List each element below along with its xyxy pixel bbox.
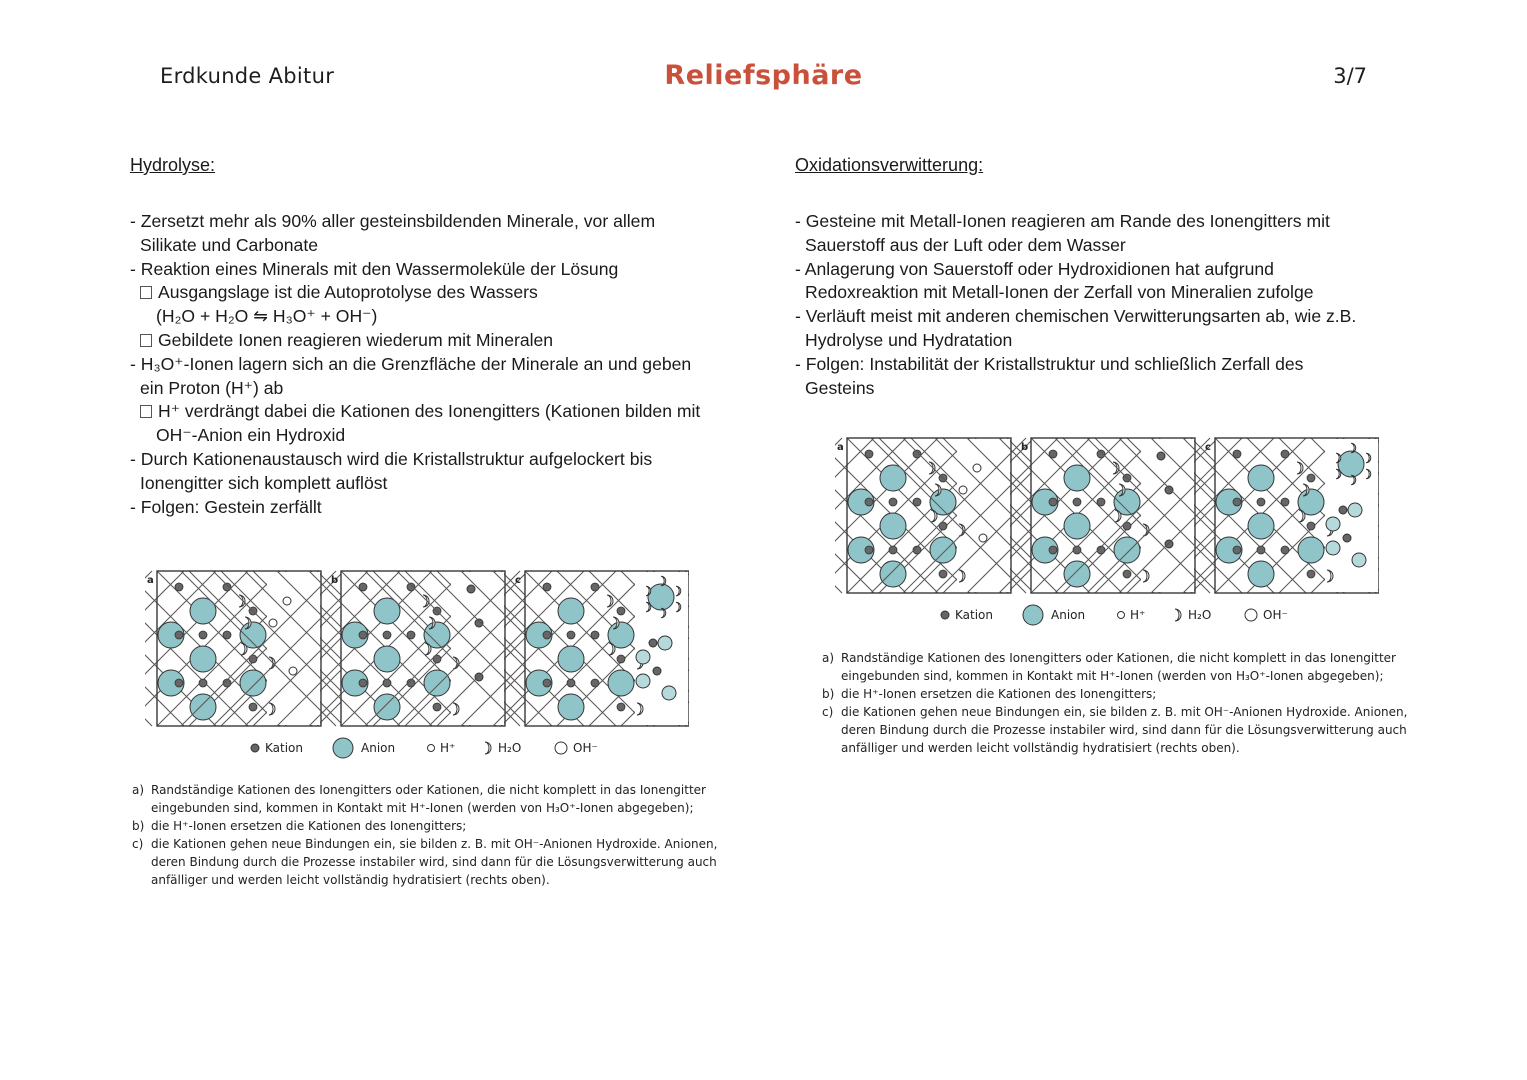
hydrolyse-line: (H₂O + H₂O ⇋ H₃O⁺ + OH⁻) bbox=[156, 306, 378, 327]
kation-ion bbox=[913, 450, 921, 458]
hydrolyse-line: - Zersetzt mehr als 90% aller gesteinsbildenden Minerale, vor allem bbox=[130, 211, 656, 231]
kation-ion bbox=[475, 619, 483, 627]
kation-ion bbox=[199, 631, 207, 639]
kation-ion bbox=[359, 631, 367, 639]
kation-ion bbox=[249, 703, 257, 711]
anion-ion bbox=[240, 670, 266, 696]
lattice-diagram bbox=[835, 432, 1379, 635]
h-ion bbox=[959, 486, 967, 494]
anion-ion bbox=[1248, 465, 1274, 491]
kation-ion bbox=[617, 655, 625, 663]
kation-ion bbox=[889, 498, 897, 506]
kation-ion bbox=[175, 631, 183, 639]
caption-item-c: c) die Kationen gehen neue Bindungen ein, sie bilden z. B. mit OH⁻-Anionen Hydroxide. Anionen, bbox=[822, 705, 1408, 719]
oxidation-title: Oxidationsverwitterung: bbox=[795, 155, 984, 175]
kation-legend-icon bbox=[941, 611, 949, 619]
water-molecule bbox=[1175, 609, 1181, 621]
kation-ion bbox=[1343, 534, 1351, 542]
kation-ion bbox=[1307, 522, 1315, 530]
legend-anion: Anion bbox=[361, 741, 396, 755]
kation-ion bbox=[1339, 506, 1347, 514]
anion-ion bbox=[1064, 513, 1090, 539]
kation-ion bbox=[939, 570, 947, 578]
oxidation-line: - Anlagerung von Sauerstoff oder Hydroxidionen hat aufgrund bbox=[795, 258, 1274, 279]
hydrolyse-line: - H₃O⁺-Ionen lagern sich an die Grenzfläche der Minerale an und geben bbox=[130, 353, 692, 374]
kation-ion bbox=[1165, 486, 1173, 494]
panel-label: a bbox=[837, 442, 844, 453]
anion-ion bbox=[1064, 561, 1090, 587]
oh-ion bbox=[1348, 503, 1362, 517]
kation-ion bbox=[359, 679, 367, 687]
hydrolyse-title: Hydrolyse: bbox=[130, 155, 216, 175]
oxidation-line: - Folgen: Instabilität der Kristallstruktur und schließlich Zerfall des bbox=[795, 353, 1304, 374]
h-ion bbox=[979, 534, 987, 542]
hydrolysis-figure-copy bbox=[835, 432, 1379, 635]
oh-ion bbox=[1326, 541, 1340, 555]
h-ion bbox=[283, 597, 291, 605]
checkbox-icon bbox=[140, 405, 152, 418]
anion-ion bbox=[1114, 537, 1140, 563]
kation-ion bbox=[1233, 450, 1241, 458]
kation-ion bbox=[913, 498, 921, 506]
legend-h2o: H₂O bbox=[1188, 608, 1212, 622]
anion-ion bbox=[424, 670, 450, 696]
kation-ion bbox=[1097, 498, 1105, 506]
hydrolysis-figure bbox=[145, 565, 689, 768]
h-ion bbox=[269, 619, 277, 627]
kation-ion bbox=[1281, 450, 1289, 458]
kation-ion bbox=[617, 703, 625, 711]
oh-ion bbox=[636, 650, 650, 664]
kation-ion bbox=[1049, 546, 1057, 554]
oh-ion bbox=[662, 686, 676, 700]
hydrolyse-line: H⁺ verdrängt dabei die Kationen des Ionengitters (Kationen bilden mit bbox=[130, 400, 700, 424]
anion-ion bbox=[558, 694, 584, 720]
kation-ion bbox=[1073, 498, 1081, 506]
anion-ion bbox=[558, 598, 584, 624]
kation-ion bbox=[617, 607, 625, 615]
kation-ion bbox=[199, 679, 207, 687]
caption-item-c: c) die Kationen gehen neue Bindungen ein, sie bilden z. B. mit OH⁻-Anionen Hydroxide. Anionen, bbox=[132, 837, 718, 851]
kation-ion bbox=[567, 631, 575, 639]
anion-ion bbox=[558, 646, 584, 672]
caption-item-c-cont: deren Bindung durch die Prozesse instabiler wird, sind dann für die Lösungsverwitterung auch bbox=[151, 855, 717, 869]
oh-legend-icon bbox=[555, 742, 567, 754]
h-ion bbox=[289, 667, 297, 675]
kation-ion bbox=[223, 631, 231, 639]
hydrolyse-line: Ausgangslage ist die Autoprotolyse des Wassers bbox=[130, 281, 700, 305]
oxidation-section bbox=[795, 155, 1356, 400]
oxidation-line: Gesteins bbox=[805, 377, 875, 398]
oh-ion bbox=[1352, 553, 1366, 567]
figure-caption-right bbox=[822, 649, 1407, 757]
legend-anion: Anion bbox=[1051, 608, 1086, 622]
caption-item-c-cont: anfälliger und werden leicht vollständig hydratisiert (rechts oben). bbox=[151, 873, 550, 887]
anion-ion bbox=[1248, 561, 1274, 587]
hydrolyse-line: Gebildete Ionen reagieren wiederum mit Mineralen bbox=[130, 329, 700, 353]
page-title: Reliefsphäre bbox=[664, 60, 863, 91]
kation-ion bbox=[175, 679, 183, 687]
kation-ion bbox=[1307, 570, 1315, 578]
kation-ion bbox=[1157, 452, 1165, 460]
anion-ion bbox=[1248, 513, 1274, 539]
legend-oh: OH⁻ bbox=[1263, 608, 1288, 622]
anion-ion bbox=[608, 670, 634, 696]
kation-ion bbox=[223, 583, 231, 591]
legend-h: H⁺ bbox=[1130, 608, 1146, 622]
kation-ion bbox=[383, 679, 391, 687]
page-number: 3/7 bbox=[1333, 64, 1367, 88]
kation-ion bbox=[1049, 498, 1057, 506]
h-legend-icon bbox=[428, 745, 435, 752]
kation-ion bbox=[1257, 498, 1265, 506]
checkbox-icon bbox=[140, 334, 152, 347]
oh-legend-icon bbox=[1245, 609, 1257, 621]
hydrolyse-line: - Durch Kationenaustausch wird die Kristallstruktur aufgelockert bis bbox=[130, 448, 653, 469]
anion-ion bbox=[190, 646, 216, 672]
anion-ion bbox=[880, 513, 906, 539]
kation-ion bbox=[1281, 546, 1289, 554]
kation-ion bbox=[591, 583, 599, 591]
kation-ion bbox=[543, 583, 551, 591]
hydrated-anion bbox=[648, 584, 674, 610]
h-legend-icon bbox=[1118, 612, 1125, 619]
caption-item-a: a) Randständige Kationen des Ionengitters oder Kationen, die nicht komplett in das Ionengitter bbox=[822, 651, 1396, 665]
kation-legend-icon bbox=[251, 744, 259, 752]
hydrolyse-line: - Folgen: Gestein zerfällt bbox=[130, 496, 322, 517]
kation-ion bbox=[889, 546, 897, 554]
legend-oh: OH⁻ bbox=[573, 741, 598, 755]
kation-ion bbox=[1049, 450, 1057, 458]
kation-ion bbox=[591, 679, 599, 687]
oxidation-line: Sauerstoff aus der Luft oder dem Wasser bbox=[805, 234, 1126, 255]
hydrolyse-line: Silikate und Carbonate bbox=[140, 234, 319, 255]
legend bbox=[941, 605, 1288, 625]
kation-ion bbox=[543, 631, 551, 639]
water-molecule bbox=[485, 742, 491, 754]
caption-item-b: b) die H⁺-Ionen ersetzen die Kationen des Ionengitters; bbox=[822, 687, 1157, 701]
kation-ion bbox=[1281, 498, 1289, 506]
kation-ion bbox=[1123, 570, 1131, 578]
kation-ion bbox=[175, 583, 183, 591]
oxidation-line: - Verläuft meist mit anderen chemischen Verwitterungsarten ab, wie z.B. bbox=[795, 306, 1357, 327]
legend-h: H⁺ bbox=[440, 741, 456, 755]
caption-item-a: a) Randständige Kationen des Ionengitters oder Kationen, die nicht komplett in das Ionengitter bbox=[132, 783, 706, 797]
anion-legend-icon bbox=[1023, 605, 1043, 625]
kation-ion bbox=[1073, 546, 1081, 554]
anion-ion bbox=[930, 537, 956, 563]
header-subject: Erdkunde Abitur bbox=[160, 64, 335, 88]
kation-ion bbox=[653, 667, 661, 675]
caption-item-a-cont: eingebunden sind, kommen in Kontakt mit H⁺-Ionen (werden von H₃O⁺-Ionen abgegeben); bbox=[151, 801, 694, 815]
caption-item-c-cont: deren Bindung durch die Prozesse instabiler wird, sind dann für die Lösungsverwitterung auch bbox=[841, 723, 1407, 737]
kation-ion bbox=[865, 546, 873, 554]
panel-label: c bbox=[515, 575, 521, 586]
panel-label: a bbox=[147, 575, 154, 586]
kation-ion bbox=[1233, 546, 1241, 554]
panel-label: b bbox=[331, 575, 339, 586]
kation-ion bbox=[467, 585, 475, 593]
hydrolyse-line: ein Proton (H⁺) ab bbox=[140, 377, 284, 398]
oh-ion bbox=[636, 674, 650, 688]
checkbox-icon bbox=[140, 286, 152, 299]
kation-ion bbox=[591, 631, 599, 639]
hydrolyse-line: OH⁻-Anion ein Hydroxid bbox=[156, 425, 346, 446]
kation-ion bbox=[567, 679, 575, 687]
kation-ion bbox=[543, 679, 551, 687]
anion-ion bbox=[374, 646, 400, 672]
anion-ion bbox=[1298, 537, 1324, 563]
anion-ion bbox=[880, 561, 906, 587]
hydrolyse-section bbox=[130, 155, 700, 519]
oxidation-line: Redoxreaktion mit Metall-Ionen der Zerfall von Mineralien zufolge bbox=[805, 282, 1314, 303]
kation-ion bbox=[359, 583, 367, 591]
kation-ion bbox=[1307, 474, 1315, 482]
anion-legend-icon bbox=[333, 738, 353, 758]
kation-ion bbox=[865, 498, 873, 506]
kation-ion bbox=[407, 583, 415, 591]
anion-ion bbox=[374, 694, 400, 720]
oh-ion bbox=[1326, 517, 1340, 531]
hydrated-anion bbox=[1338, 451, 1364, 477]
legend bbox=[251, 738, 598, 758]
oxidation-line: Hydrolyse und Hydratation bbox=[805, 329, 1013, 350]
kation-ion bbox=[649, 639, 657, 647]
lattice-diagram bbox=[145, 565, 689, 768]
panel-label: c bbox=[1205, 442, 1211, 453]
kation-ion bbox=[475, 673, 483, 681]
h-ion bbox=[973, 464, 981, 472]
kation-ion bbox=[865, 450, 873, 458]
legend-kation: Kation bbox=[955, 608, 993, 622]
oh-ion bbox=[658, 636, 672, 650]
legend-kation: Kation bbox=[265, 741, 303, 755]
oxidation-line: - Gesteine mit Metall-Ionen reagieren am Rande des Ionengitters mit bbox=[795, 211, 1330, 231]
caption-item-a-cont: eingebunden sind, kommen in Kontakt mit H⁺-Ionen (werden von H₃O⁺-Ionen abgegeben); bbox=[841, 669, 1384, 683]
kation-ion bbox=[383, 631, 391, 639]
caption-item-b: b) die H⁺-Ionen ersetzen die Kationen des Ionengitters; bbox=[132, 819, 467, 833]
caption-item-c-cont: anfälliger und werden leicht vollständig hydratisiert (rechts oben). bbox=[841, 741, 1240, 755]
anion-ion bbox=[190, 694, 216, 720]
legend-h2o: H₂O bbox=[498, 741, 522, 755]
figure-caption-left bbox=[132, 781, 717, 889]
hydrolyse-line: Ionengitter sich komplett auflöst bbox=[140, 472, 388, 493]
kation-ion bbox=[433, 703, 441, 711]
kation-ion bbox=[407, 631, 415, 639]
hydrolyse-line: - Reaktion eines Minerals mit den Wassermoleküle der Lösung bbox=[130, 258, 619, 279]
kation-ion bbox=[1233, 498, 1241, 506]
kation-ion bbox=[1097, 450, 1105, 458]
panel-label: b bbox=[1021, 442, 1029, 453]
kation-ion bbox=[1165, 540, 1173, 548]
kation-ion bbox=[1257, 546, 1265, 554]
